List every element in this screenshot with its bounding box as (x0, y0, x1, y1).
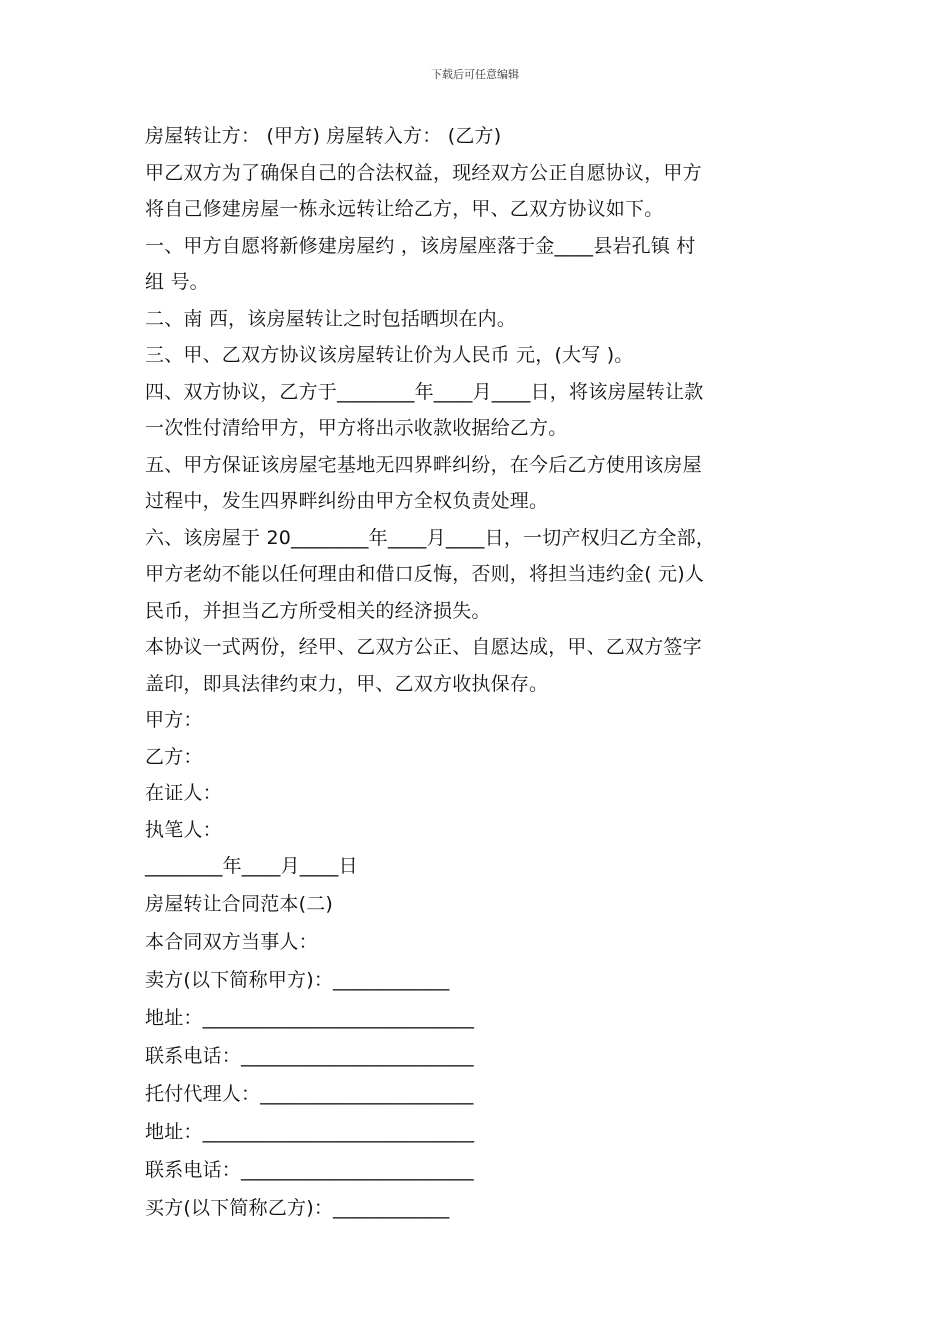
text-line: 三、甲、乙双方协议该房屋转让价为人民币 元，(大写 )。 (145, 344, 634, 366)
signature-label-scribe: 执笔人： (145, 818, 222, 841)
section-title: 房屋转让合同范本(二) (145, 892, 334, 915)
text-line: 一、甲方自愿将新修建房屋约 ，该房屋座落于金____县岩孔镇 村 (145, 234, 696, 257)
page-header-note: 下载后可任意编辑 (431, 68, 519, 81)
field-seller: 卖方(以下简称甲方)：____________ (145, 968, 450, 991)
text-line: 将自己修建房屋一栋永远转让给乙方，甲、乙双方协议如下。 (145, 198, 664, 220)
text-line: 本协议一式两份，经甲、乙双方公正、自愿达成，甲、乙双方签字 (145, 636, 702, 658)
document-body (145, 118, 810, 1227)
text-line: 甲乙双方为了确保自己的合法权益，现经双方公正自愿协议，甲方 (145, 161, 702, 184)
field-agent: 托付代理人：______________________ (145, 1082, 474, 1105)
text-line: 二、南 西，该房屋转让之时包括晒坝在内。 (145, 307, 517, 330)
text-line: 房屋转让方： (甲方) 房屋转入方： (乙方) (145, 125, 502, 147)
date-blank-line: ________年____月____日 (145, 855, 358, 877)
text-line: 甲方老幼不能以任何理由和借口反悔，否则，将担当违约金( 元)人 (145, 563, 705, 585)
text-line: 本合同双方当事人： (145, 930, 318, 953)
text-line: 四、双方协议，乙方于________年____月____日，将该房屋转让款 (145, 380, 704, 403)
text-line: 五、甲方保证该房屋宅基地无四界畔纠纷，在今后乙方使用该房屋 (145, 453, 702, 476)
field-address: 地址：____________________________ (145, 1120, 475, 1143)
field-buyer: 买方(以下简称乙方)：____________ (145, 1196, 450, 1219)
text-line: 一次性付清给甲方，甲方将出示收款收据给乙方。 (145, 417, 568, 439)
signature-label-party-b: 乙方： (145, 745, 203, 768)
signature-label-party-a: 甲方： (145, 709, 203, 731)
text-line: 民币，并担当乙方所受相关的经济损失。 (145, 599, 491, 622)
field-phone: 联系电话：________________________ (145, 1158, 474, 1181)
field-phone: 联系电话：________________________ (145, 1044, 474, 1067)
signature-label-witness: 在证人： (145, 782, 222, 804)
text-line: 盖印，即具法律约束力，甲、乙双方收执保存。 (145, 672, 549, 695)
field-address: 地址：____________________________ (145, 1006, 475, 1029)
text-line: 组 号。 (145, 271, 209, 293)
text-line: 过程中，发生四界畔纠纷由甲方全权负责处理。 (145, 490, 549, 512)
text-line: 六、该房屋于 20________年____月____日，一切产权归乙方全部， (145, 526, 716, 549)
